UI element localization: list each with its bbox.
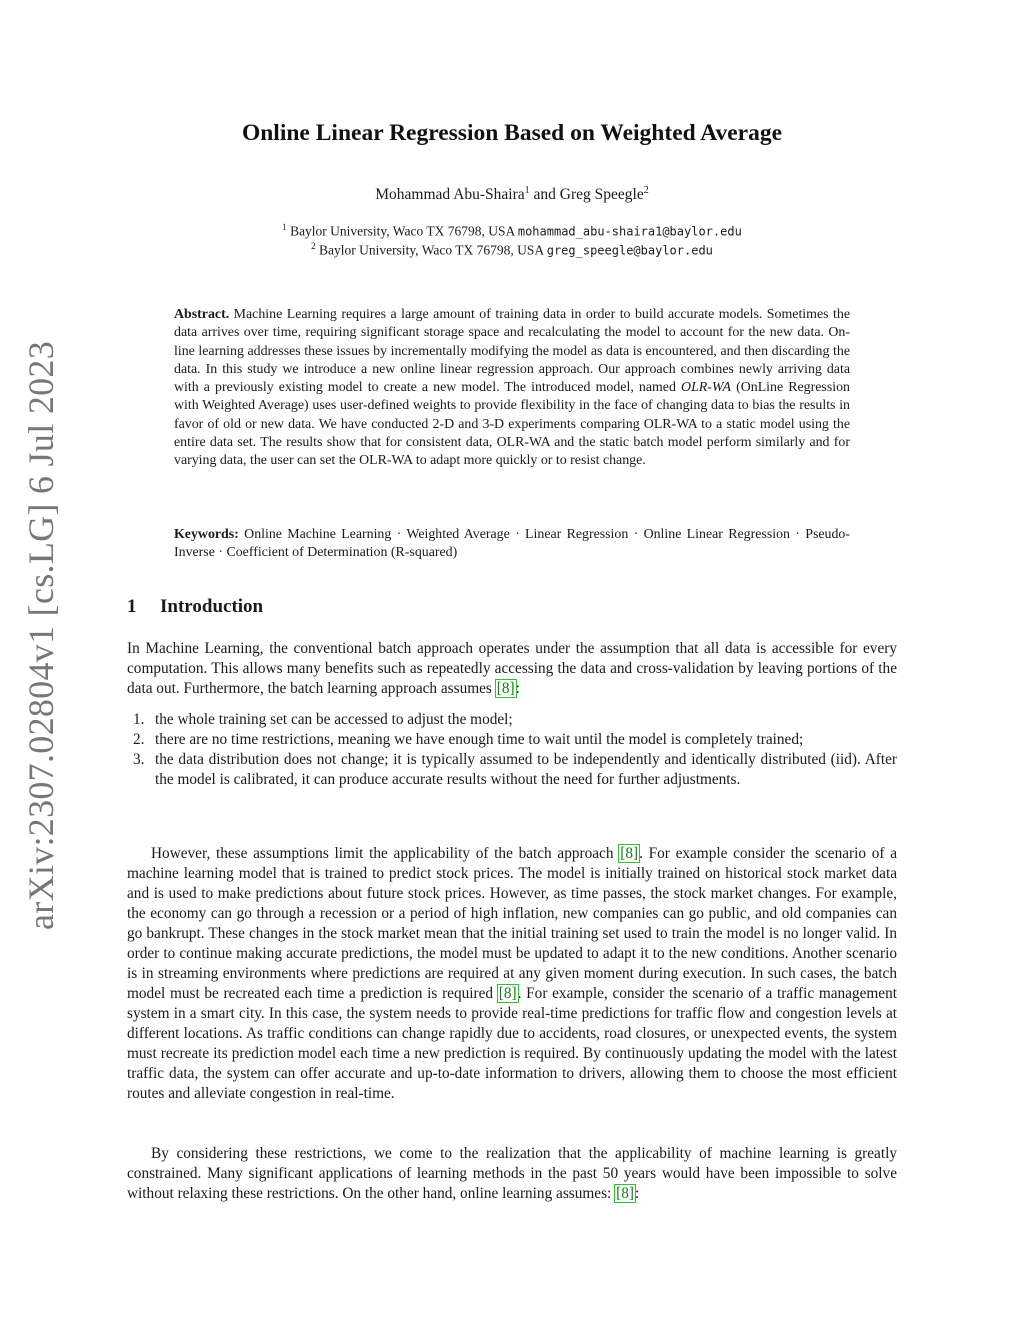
model-name: OLR-WA bbox=[681, 380, 731, 396]
abstract bbox=[174, 306, 850, 471]
author-name: Greg Speegle bbox=[559, 186, 644, 204]
section-heading bbox=[127, 596, 263, 618]
citation-link[interactable]: [8] bbox=[620, 845, 639, 862]
email-link[interactable]: mohammad_abu-shaira1@baylor.edu bbox=[517, 224, 742, 239]
section-title: Introduction bbox=[160, 596, 264, 617]
affiliation-mark: 1 bbox=[282, 222, 287, 232]
affiliation-text: Baylor University, Waco TX 76798, USA bbox=[290, 223, 515, 239]
list-number: 1. bbox=[133, 711, 145, 728]
section-number: 1 bbox=[127, 596, 137, 617]
punctuation: : bbox=[634, 1185, 640, 1202]
list-item-text: the data distribution does not change; it is typically assumed to be independently and identically distributed (iid). After the model is calibrated, it can produce accurate results without the need for further adjustments. bbox=[155, 751, 897, 788]
paper-title: Online Linear Regression Based on Weighted Average bbox=[241, 120, 783, 146]
affiliation-mark: 2 bbox=[311, 241, 316, 251]
paragraph-text: . For example, consider the scenario of a traffic management system in a smart city. In this case, the system needs to provide real-time predictions for traffic flow and congestion levels at different locations. As traffic conditions can change rapidly due to accidents, road closures, or unexpected events, the system must recreate its prediction model each time a new prediction is required. By continuously updating the model with the latest traffic data, the system can offer accurate and up-to-date information to drivers, allowing them to choose the most efficient routes and alleviate congestion in real-time. bbox=[127, 985, 897, 1102]
list-number: 2. bbox=[133, 731, 145, 748]
keywords-label: Keywords: bbox=[174, 527, 239, 542]
abstract-label: Abstract. bbox=[174, 307, 230, 322]
list-item bbox=[127, 710, 897, 730]
arxiv-identifier-stamp: arXiv:2307.02804v1 [cs.LG] 6 Jul 2023 bbox=[21, 340, 61, 930]
body-paragraph bbox=[127, 639, 897, 699]
abstract-text: (OnLine Regression with Weighted Average) uses user-defined weights to provide flexibility in the face of changing data to bias the results in favor of old or new data. We have conducted 2-D and 3-D experiments comparing OLR-WA to a static model using the entire data set. The results show that for consistent data, OLR-WA and the static batch model perform similarly and for varying data, the user can set the OLR-WA to adapt more quickly or to resist change. bbox=[174, 380, 850, 469]
citation-link[interactable]: [8] bbox=[616, 1185, 634, 1202]
body-paragraph bbox=[127, 844, 897, 1104]
keywords bbox=[174, 526, 850, 563]
abstract-text: Machine Learning requires a large amount of training data in order to build accurate models. Sometimes the data arrives over time, requiring significant storage space and recalculating the model to account for the new data. On-line learning addresses these issues by incrementally modifying the model as data is encountered, and then discarding the data. In this study we introduce a new online linear regression approach. Our approach combines newly arriving data with a previously existing model to create a new model. The introduced model, named bbox=[174, 307, 850, 396]
paragraph-text: In Machine Learning, the conventional batch approach operates under the assumption that all data is accessible for every computation. This allows many benefits such as repeatedly accessing the data and cross-validation by leaving portions of the data out. Furthermore, the batch learning approach assumes bbox=[127, 640, 897, 697]
affiliation-mark: 2 bbox=[643, 185, 649, 196]
list-item bbox=[127, 730, 897, 750]
list-item bbox=[127, 750, 897, 790]
list-item-text: the whole training set can be accessed to adjust the model; bbox=[155, 711, 513, 728]
list-item-text: there are no time restrictions, meaning we have enough time to wait until the model is completely trained; bbox=[155, 731, 804, 748]
affiliation-text: Baylor University, Waco TX 76798, USA bbox=[318, 242, 544, 258]
paragraph-text: However, these assumptions limit the applicability of the batch approach bbox=[151, 845, 614, 862]
citation-link[interactable]: [8] bbox=[496, 680, 515, 697]
punctuation: : bbox=[515, 680, 520, 697]
keywords-text: Online Machine Learning · Weighted Average · Linear Regression · Online Linear Regression · Pseudo-Inverse · Coefficient of Determination (R-squared) bbox=[174, 527, 850, 561]
affiliation-mark: 1 bbox=[524, 185, 530, 196]
list-number: 3. bbox=[133, 751, 145, 768]
paragraph-text: By considering these restrictions, we come to the realization that the applicability of machine learning is greatly constrained. Many significant applications of learning methods in the past 50 years would have been impossible to solve without relaxing these restrictions. On the other hand, online learning assumes: bbox=[127, 1145, 897, 1202]
author-name: Mohammad Abu-Shaira bbox=[375, 186, 525, 204]
author-conjunction: and bbox=[529, 186, 560, 204]
affiliation-line bbox=[0, 241, 1024, 259]
body-paragraph bbox=[127, 1144, 897, 1204]
email-link[interactable]: greg_speegle@baylor.edu bbox=[546, 243, 713, 258]
paragraph-text: . For example consider the scenario of a machine learning model that is trained to predict stock prices. The model is initially trained on historical stock market data and is used to make predictions about future stock prices. However, as time passes, the stock market changes. For example, the economy can go through a recession or a period of high inflation, new companies can go public, and old companies can go bankrupt. These changes in the stock market mean that the initial training set used to train the model is no longer valid. In order to continue making accurate predictions, the model must be updated to adapt it to the new conditions. Another scenario is in streaming environments where predictions are required at any given moment during execution. In such cases, the batch model must be recreated each time a prediction is required bbox=[127, 845, 897, 1002]
author-line bbox=[0, 185, 1024, 204]
affiliation-line bbox=[0, 222, 1024, 240]
assumptions-list bbox=[127, 710, 897, 790]
citation-link[interactable]: [8] bbox=[498, 985, 517, 1002]
